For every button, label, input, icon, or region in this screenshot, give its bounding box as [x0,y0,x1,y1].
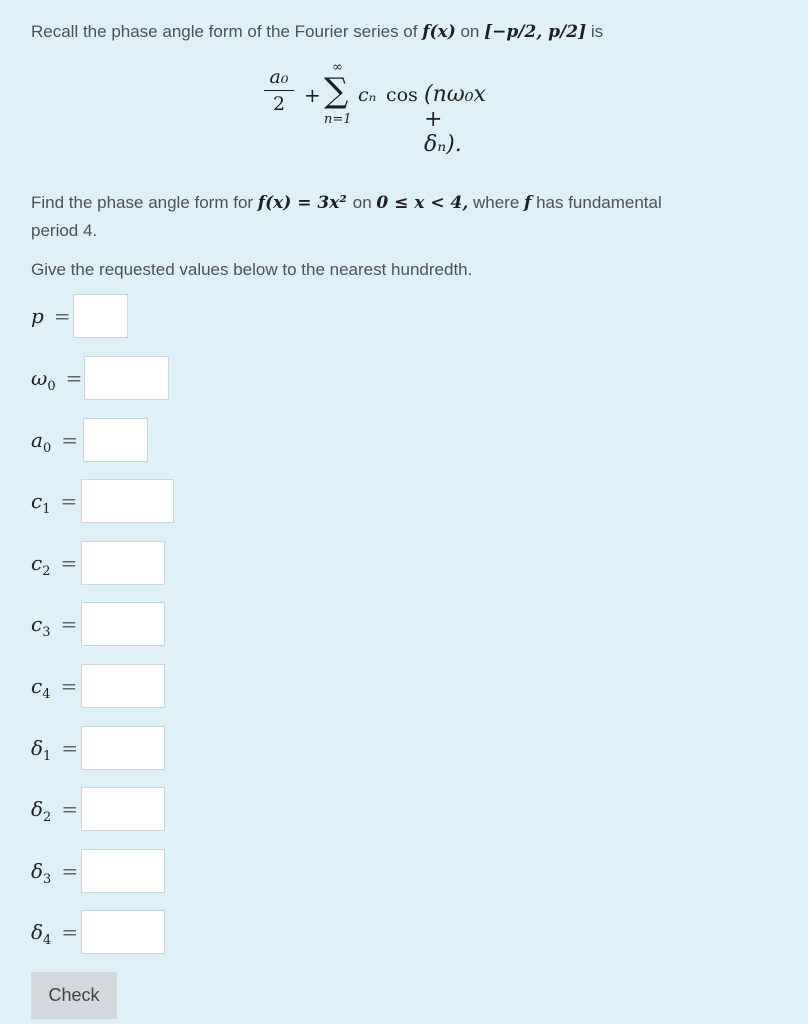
summation-symbol: ∑ [324,71,349,111]
field-symbol: c [31,612,43,636]
fraction-numerator: a₀ [269,66,289,88]
field-label-delta3 [31,859,78,887]
fraction-denominator: 2 [272,93,286,115]
problem-text-d: has fundamental [531,193,662,212]
sum-upper-limit: ∞ [332,60,343,75]
intro-interval: [−p/2, p/2] [484,22,587,42]
check-button[interactable]: Check [31,972,117,1019]
equals-sign: = [60,551,78,575]
field-subscript: 0 [42,441,52,456]
delta3-input[interactable] [81,849,165,893]
problem-text-b: on [352,193,377,212]
plus-sign: + [304,83,321,107]
delta1-input[interactable] [81,726,165,770]
field-symbol: δ [31,920,44,944]
a0-over-2-fraction [262,66,296,115]
field-symbol: δ [31,797,44,821]
equals-sign: = [61,859,79,883]
field-label-a0 [31,428,78,456]
delta4-input[interactable] [81,910,165,954]
problem-text-a: Find the phase angle form for [31,193,258,212]
intro-func: f(x) [422,22,456,42]
field-subscript: 2 [43,810,52,825]
problem-expr: f(x) = 3x² [257,193,353,213]
field-subscript: 1 [43,749,52,764]
problem-text-c: where [468,193,525,212]
field-subscript: 1 [42,502,51,517]
field-subscript: 3 [43,872,52,887]
a0-input[interactable] [83,418,148,462]
problem-line-1 [31,189,662,217]
c4-input[interactable] [81,664,165,708]
field-label-c2 [31,551,77,579]
field-label-c3 [31,612,77,640]
field-symbol: a [31,428,43,452]
field-label-c1 [31,489,77,517]
equals-sign: = [60,612,78,636]
problem-line-2: period 4. [31,221,98,240]
field-label-delta2 [31,797,78,825]
field-symbol: δ [31,736,44,760]
equals-sign: = [65,366,83,390]
intro-text-a: Recall the phase angle form of the Fourier series of [31,22,423,41]
cos-function: cos [386,84,418,106]
field-label-delta4 [31,920,78,948]
equals-sign: = [61,428,78,452]
intro-text-c: is [586,22,604,41]
cos-argument: (nω₀x + δₙ). [424,82,486,157]
problem-f: f [524,193,532,213]
field-subscript: 4 [43,933,52,948]
instruction-text: Give the requested values below to the nearest hundredth. [31,260,473,279]
field-subscript: 0 [47,379,56,394]
omega0-input[interactable] [84,356,169,400]
field-symbol: c [31,489,43,513]
field-symbol: δ [31,859,44,883]
field-label-p [31,304,71,332]
intro-text [31,18,603,46]
field-symbol: c [31,674,43,698]
field-subscript: 4 [42,687,51,702]
delta2-input[interactable] [81,787,165,831]
field-label-omega0 [31,366,82,394]
equals-sign: = [61,736,79,760]
equals-sign: = [60,674,78,698]
c1-input[interactable] [81,479,174,523]
equals-sign: = [60,489,78,513]
p-input[interactable] [73,294,128,338]
c2-input[interactable] [81,541,165,585]
equals-sign: = [61,797,79,821]
fraction-bar [264,90,294,91]
field-symbol: c [31,551,43,575]
c3-input[interactable] [81,602,165,646]
equals-sign: = [53,304,71,328]
intro-text-b: on [455,22,485,41]
problem-domain: 0 ≤ x < 4, [376,193,469,213]
field-subscript: 3 [42,625,51,640]
cn-term: cₙ [358,84,377,106]
field-subscript: 2 [42,564,51,579]
field-label-c4 [31,674,77,702]
field-symbol: p [31,304,44,328]
field-label-delta1 [31,736,78,764]
equals-sign: = [61,920,79,944]
sum-lower-limit: n=1 [324,112,352,127]
field-symbol: ω [31,366,48,390]
